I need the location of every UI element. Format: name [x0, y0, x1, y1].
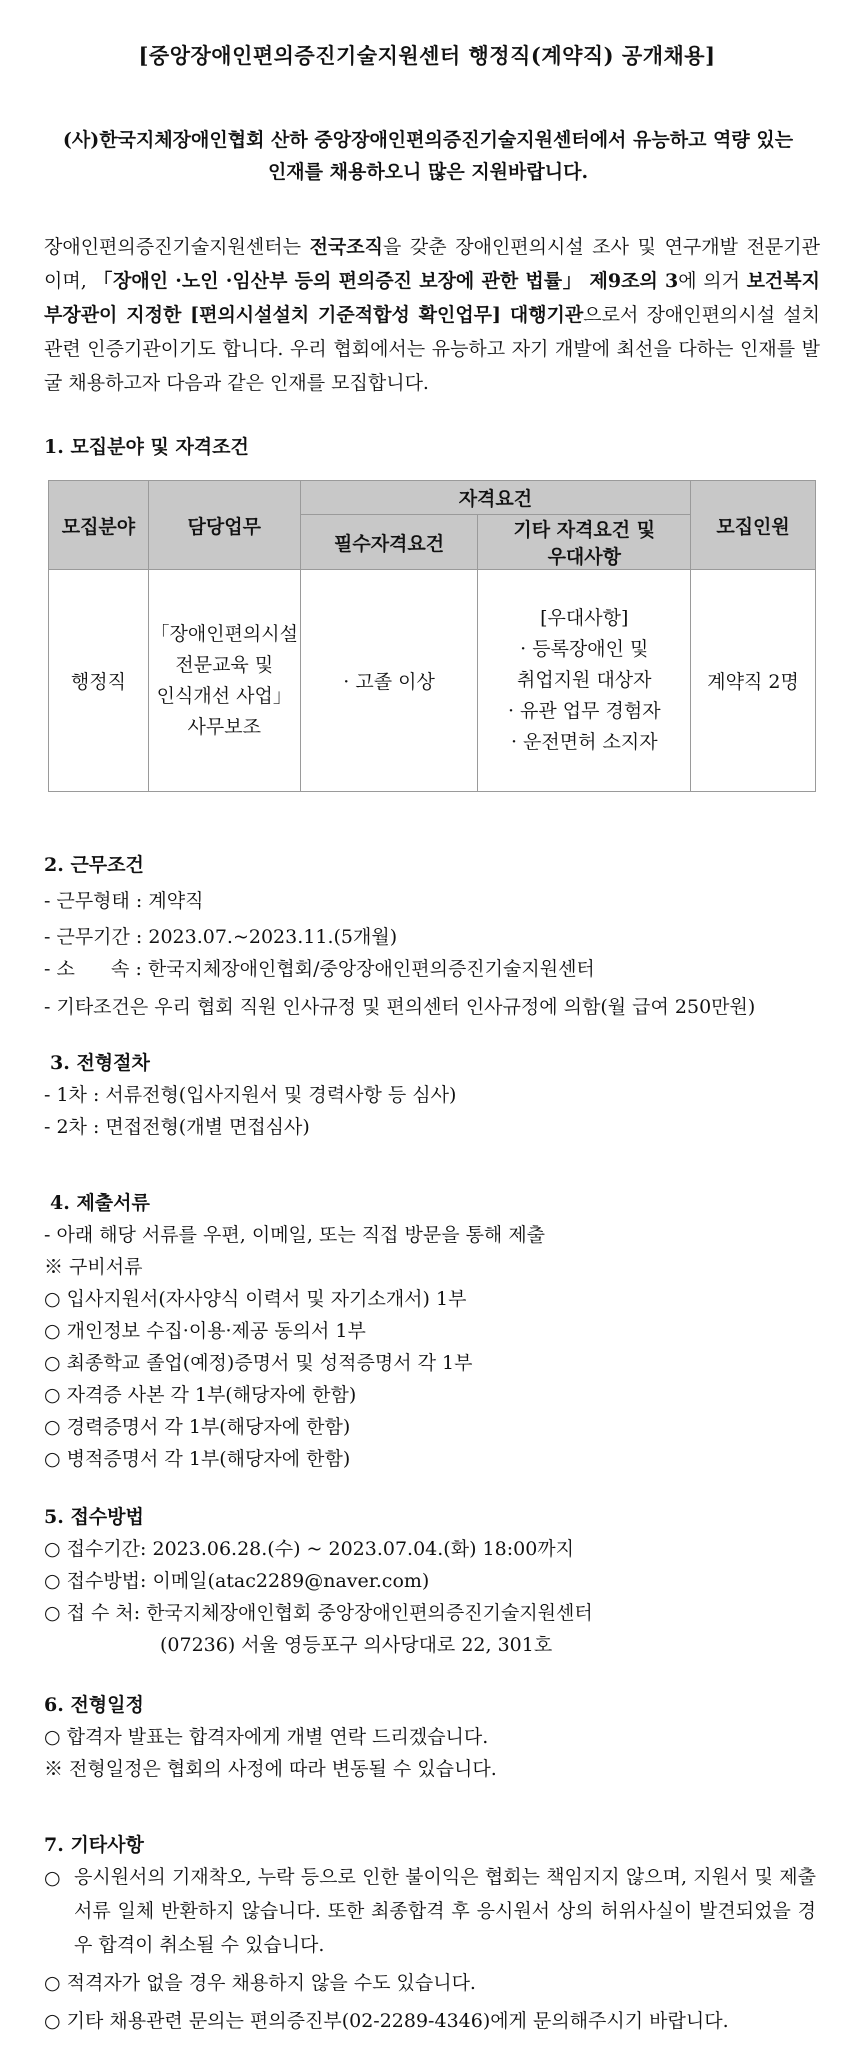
work-affiliation: - 소 속 : 한국지체장애인협회/중앙장애인편의증진기술지원센터	[44, 958, 595, 980]
header-other	[478, 515, 691, 570]
schedule-change-note: ※ 전형일정은 협회의 사정에 따라 변동될 수 있습니다.	[44, 1758, 497, 1780]
section-6-title: 6. 전형일정	[44, 1694, 144, 1716]
duty-line-1: 「장애인편의시설	[150, 622, 298, 645]
announcement-note: ○ 합격자 발표는 합격자에게 개별 연락 드리겠습니다.	[44, 1726, 489, 1748]
intro-text	[48, 124, 808, 188]
intro-line-2: 인재를 채용하오니 많은 지원바랍니다.	[267, 161, 589, 183]
duty-line-2: 전문교육 및	[175, 653, 274, 676]
work-type: - 근무형태 : 계약직	[44, 890, 204, 912]
application-address: (07236) 서울 영등포구 의사당대로 22, 301호	[160, 1634, 553, 1656]
header-field: 모집분야	[49, 481, 149, 570]
doc-career: ○ 경력증명서 각 1부(해당자에 한함)	[44, 1416, 351, 1438]
other-line-5: · 운전면허 소지자	[510, 731, 658, 753]
process-step-2: - 2차 : 면접전형(개별 면접심사)	[44, 1116, 310, 1138]
desc-part-1: 장애인편의증진기술지원센터는	[44, 236, 310, 258]
process-step-1: - 1차 : 서류전형(입사지원서 및 경력사항 등 심사)	[44, 1084, 457, 1106]
header-count: 모집인원	[691, 481, 816, 570]
other-item-1-marker: ○	[44, 1867, 61, 1889]
application-place: ○ 접 수 처: 한국지체장애인협회 중앙장애인편의증진기술지원센터	[44, 1602, 593, 1624]
cell-required: · 고졸 이상	[300, 570, 478, 792]
section-1-title: 1. 모집분야 및 자격조건	[44, 436, 249, 458]
section-5-title: 5. 접수방법	[44, 1506, 144, 1528]
doc-certificate: ○ 자격증 사본 각 1부(해당자에 한함)	[44, 1384, 357, 1406]
cell-other	[478, 570, 691, 792]
other-item-3: ○ 기타 채용관련 문의는 편의증진부(02-2289-4346)에게 문의해주시기 바랍니다.	[44, 2010, 729, 2032]
desc-part-3: 에 의거	[678, 270, 747, 292]
cell-field: 행정직	[49, 570, 149, 792]
document-title: [중앙장애인편의증진기술지원센터 행정직(계약직) 공개채용]	[138, 43, 716, 68]
cell-count: 계약직 2명	[691, 570, 816, 792]
other-line-4: · 유관 업무 경험자	[507, 700, 661, 722]
desc-bold-2: 「장애인 ·노인 ·임산부 등의 편의증진 보장에 관한 법률」 제9조의 3	[93, 270, 679, 292]
header-duty: 담당업무	[148, 481, 300, 570]
duty-line-4: 사무보조	[187, 715, 261, 738]
other-line-3: 취업지원 대상자	[517, 669, 652, 691]
recruitment-table	[48, 480, 816, 792]
desc-bold-1: 전국조직	[309, 236, 383, 258]
required-docs-label: ※ 구비서류	[44, 1256, 143, 1278]
work-period: - 근무기간 : 2023.07.~2023.11.(5개월)	[44, 926, 398, 948]
other-line-2: · 등록장애인 및	[520, 638, 649, 660]
other-item-2: ○ 적격자가 없을 경우 채용하지 않을 수도 있습니다.	[44, 1972, 476, 1994]
desc-bold-3: 보건복지부장관이 지정한 [편의시설설치 기준적합성 확인업무] 대행기관	[44, 270, 820, 326]
header-qualification: 자격요건	[300, 481, 690, 515]
header-other-line-1: 기타 자격요건 및	[513, 519, 656, 541]
header-required: 필수자격요건	[300, 515, 478, 570]
doc-privacy-consent: ○ 개인정보 수집·이용·제공 동의서 1부	[44, 1320, 366, 1342]
doc-application: ○ 입사지원서(자사양식 이력서 및 자기소개서) 1부	[44, 1288, 467, 1310]
submission-method: - 아래 해당 서류를 우편, 이메일, 또는 직접 방문을 통해 제출	[44, 1224, 546, 1246]
desc-part-4: 으로서 장애인편의시설 설치 관련 인증기관이기도 합니다. 우리 협회에서는 유능하고 자기 개발에 최선을 다하는 인재를 발굴 채용하고자 다음과 같은 인재를 모집합니다.	[44, 304, 820, 394]
doc-military: ○ 병적증명서 각 1부(해당자에 한함)	[44, 1448, 351, 1470]
other-item-1: 응시원서의 기재착오, 누락 등으로 인한 불이익은 협회는 책임지지 않으며, 지원서 및 제출서류 일체 반환하지 않습니다. 또한 최종합격 후 응시원서 상의 허위사실이 발견되었을 경우 합격이 취소될 수 있습니다.	[74, 1866, 816, 1956]
work-other-conditions: - 기타조건은 우리 협회 직원 인사규정 및 편의센터 인사규정에 의함(월 급여 250만원)	[44, 996, 756, 1018]
desc-part-2: 을 갖춘 장애인편의시설 조사 및 연구개발 전문기관이며,	[44, 236, 820, 292]
doc-graduation: ○ 최종학교 졸업(예정)증명서 및 성적증명서 각 1부	[44, 1352, 473, 1374]
header-other-line-2: 우대사항	[547, 546, 621, 568]
organization-description	[44, 230, 820, 400]
application-method: ○ 접수방법: 이메일(atac2289@naver.com)	[44, 1570, 430, 1592]
cell-duty	[148, 570, 300, 792]
section-7-title: 7. 기타사항	[44, 1834, 144, 1856]
section-2-title: 2. 근무조건	[44, 854, 144, 876]
section-4-title: 4. 제출서류	[50, 1192, 150, 1214]
intro-line-1: (사)한국지체장애인협회 산하 중앙장애인편의증진기술지원센터에서 유능하고 역량 있는	[62, 129, 794, 151]
application-period: ○ 접수기간: 2023.06.28.(수) ~ 2023.07.04.(화) 18:00까지	[44, 1538, 574, 1560]
other-line-1: [우대사항]	[540, 607, 629, 629]
section-3-title: 3. 전형절차	[50, 1052, 150, 1074]
duty-line-3: 인식개선 사업」	[156, 684, 292, 707]
